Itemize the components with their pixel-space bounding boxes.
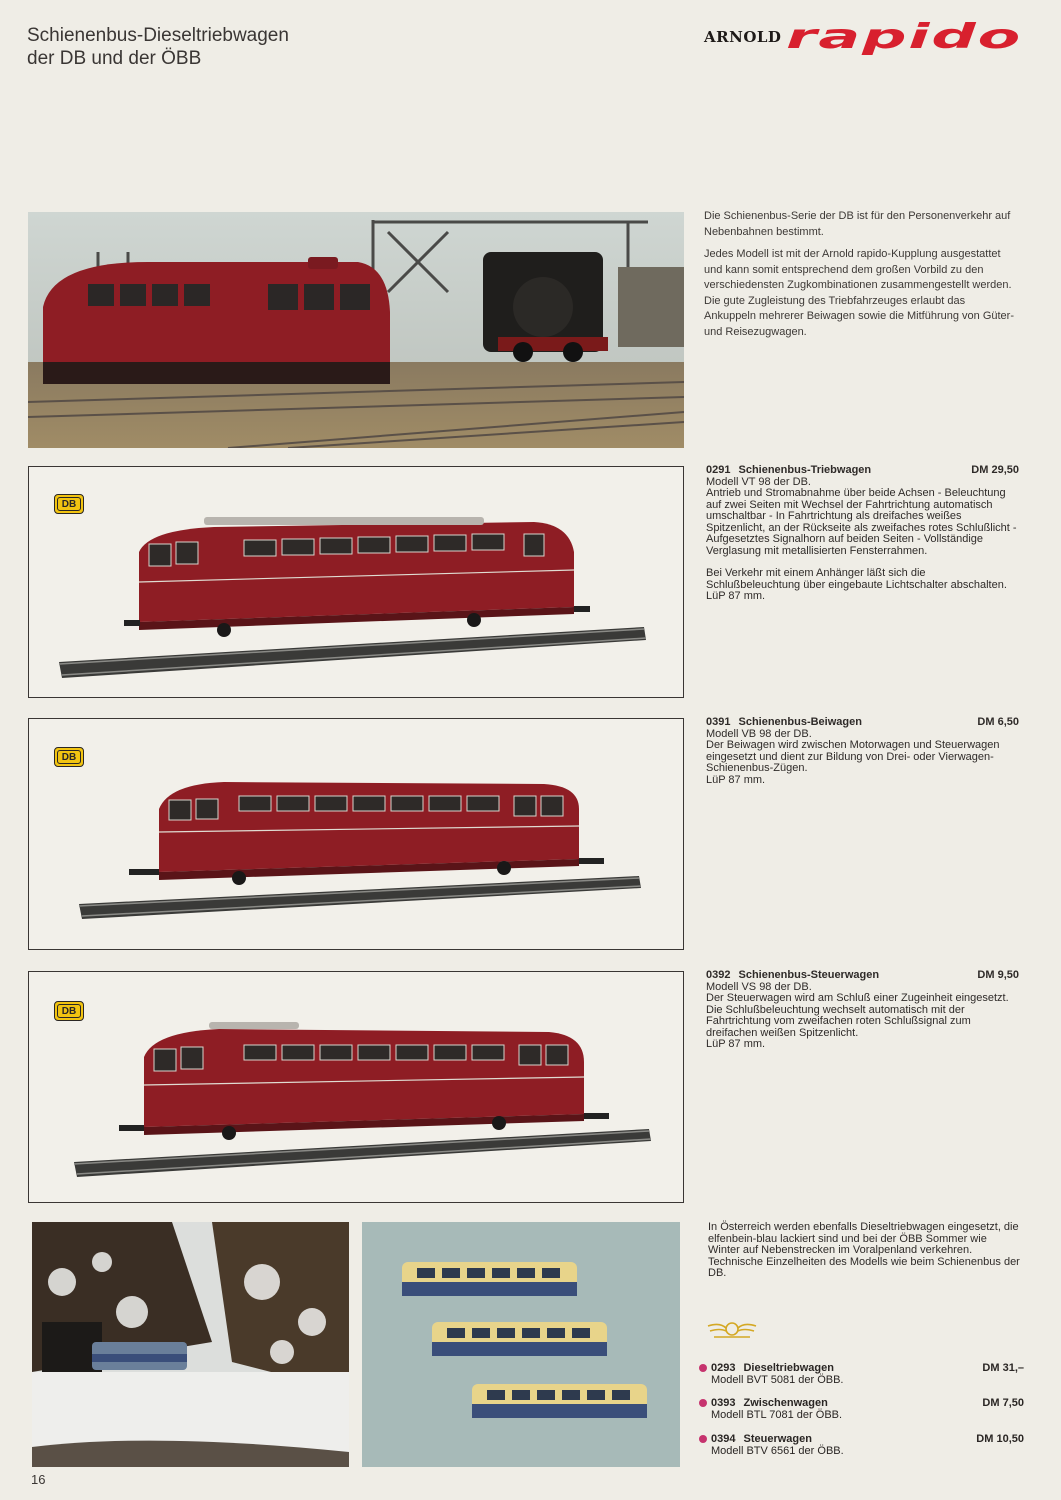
- logo-rapido-wordmark: [784, 22, 1026, 56]
- model-railbus-steuerwagen: [69, 1017, 659, 1192]
- product-length: LüP 87 mm.: [706, 1038, 766, 1050]
- product-code: 0291: [706, 464, 731, 476]
- obb-intro-text: [708, 1222, 1020, 1280]
- obb-bullet-icon: [699, 1435, 707, 1443]
- product-price: DM 29,50: [971, 464, 1019, 476]
- product-model: Modell VS 98 der DB.: [706, 980, 812, 993]
- product-description: Der Steuerwagen wird am Schluß einer Zugeinheit eingesetzt.: [706, 992, 1009, 1004]
- product-0391-info: [706, 717, 1019, 786]
- product-name: Schienenbus-Steuerwagen: [738, 969, 880, 981]
- obb-item-price: DM 31,–: [982, 1362, 1024, 1374]
- product-length: LüP 87 mm.: [706, 773, 766, 786]
- product-0291-info: [706, 465, 1019, 603]
- page-title: [27, 24, 289, 70]
- obb-item-price: DM 10,50: [976, 1433, 1024, 1445]
- db-logo-icon: [54, 494, 84, 514]
- obb-item-0394: [711, 1433, 1024, 1457]
- intro-text: [704, 209, 1018, 347]
- obb-winged-wheel-icon: [706, 1318, 758, 1340]
- product-model: Modell VT 98 der DB.: [706, 475, 811, 488]
- intro-paragraph-2: Jedes Modell ist mit der Arnold rapido-Kupplung ausgestattet und kann somit entsprechend dem großen Vorbild zu den verschiedensten Zugkombinationen zusammengestellt werden. Die gute Zugleistung des Triebfahrzeuges erlaubt das Ankuppeln mehrerer Beiwagen sowie die Mitführung von Güter- und Reisezugwagen.: [704, 248, 1014, 338]
- obb-item-name: Dieseltriebwagen: [743, 1362, 834, 1374]
- product-box-0392: [28, 971, 684, 1203]
- product-description: Der Beiwagen wird zwischen Motorwagen und Steuerwagen eingesetzt und dient zur Bildung von Drei- oder Vierwagen-Schienenbus-Zügen.: [706, 739, 1000, 774]
- page-number: 16: [31, 1472, 46, 1487]
- product-price: DM 9,50: [977, 969, 1019, 981]
- product-0391-header: [706, 717, 1019, 729]
- page-title-line2: der DB und der ÖBB: [27, 48, 202, 69]
- logo-arnold-text: ARNOLD: [704, 28, 782, 46]
- product-model: Modell VB 98 der DB.: [706, 727, 812, 740]
- obb-item-model: Modell BTV 6561 der ÖBB.: [711, 1445, 844, 1457]
- product-box-0391: [28, 718, 684, 950]
- photo-obb-models: [362, 1222, 680, 1467]
- obb-item-0393: [711, 1397, 1024, 1421]
- obb-item-0293: [711, 1362, 1024, 1386]
- product-0392-info: [706, 970, 1019, 1051]
- obb-bullet-icon: [699, 1399, 707, 1407]
- photo-railbus-depot: [28, 212, 684, 448]
- obb-item-name: Zwischenwagen: [743, 1397, 828, 1409]
- obb-item-name: Steuerwagen: [743, 1433, 812, 1445]
- obb-item-price: DM 7,50: [982, 1397, 1024, 1409]
- obb-item-code: 0394: [711, 1433, 736, 1445]
- obb-item-code: 0393: [711, 1397, 736, 1409]
- product-price: DM 6,50: [977, 716, 1019, 728]
- product-description-2: Die Schlußbeleuchtung wechselt automatisch mit der Fahrtrichtung vom zweifachen roten Schlußsignal zum dreifachen weißen Spitzenlicht.: [706, 1003, 971, 1039]
- product-length: LüP 87 mm.: [706, 590, 766, 602]
- product-code: 0391: [706, 716, 731, 728]
- obb-item-model: Modell BVT 5081 der ÖBB.: [711, 1374, 844, 1386]
- page-title-line1: Schienenbus-Dieseltriebwagen: [27, 25, 289, 46]
- product-box-0291: [28, 466, 684, 698]
- obb-bullet-icon: [699, 1364, 707, 1372]
- intro-paragraph-1: Die Schienenbus-Serie der DB ist für den Personenverkehr auf Nebenbahnen bestimmt.: [704, 210, 1011, 238]
- product-0291-header: [706, 465, 1019, 477]
- product-name: Schienenbus-Beiwagen: [738, 716, 862, 728]
- product-0392-header: [706, 970, 1019, 982]
- photo-winter-obb-railbus: [32, 1222, 349, 1467]
- db-badge-label: DB: [57, 1004, 81, 1018]
- product-description-2: Bei Verkehr mit einem Anhänger läßt sich die Schlußbeleuchtung über eingebaute Lichtschalter abschalten.: [706, 567, 1007, 591]
- product-name: Schienenbus-Triebwagen: [738, 464, 872, 476]
- model-railbus-triebwagen: [54, 512, 654, 687]
- arnold-rapido-logo: [704, 22, 1026, 56]
- obb-description: In Österreich werden ebenfalls Dieseltriebwagen eingesetzt, die elfenbein-blau lackiert sind und bei der ÖBB Sommer wie Winter auf Nebenstrecken im Voralpenland verkehren. Technische Einzelheiten des Modells wie beim Schienenbus der DB.: [708, 1221, 1020, 1279]
- db-badge-label: DB: [57, 750, 81, 764]
- model-railbus-beiwagen: [74, 764, 654, 934]
- product-code: 0392: [706, 969, 731, 981]
- logo-rapido-text: rapido: [786, 22, 1022, 56]
- product-description: Antrieb und Stromabnahme über beide Achsen - Beleuchtung auf zwei Seiten mit Wechsel der Fahrtrichtung automatisch umschaltbar - In Fahrtrichtung als dreifaches weißes Spitzenlicht, an der Rückseite als zweifaches rotes Schlußlicht - Aufgesetztes Signalhorn auf beiden Seiten - Vollständige Verglasung mit metallisierten Fensterrahmen.: [706, 487, 1017, 557]
- obb-item-model: Modell BTL 7081 der ÖBB.: [711, 1409, 843, 1421]
- db-badge-label: DB: [57, 497, 81, 511]
- obb-model-car-1: [402, 1262, 577, 1296]
- obb-item-code: 0293: [711, 1362, 736, 1374]
